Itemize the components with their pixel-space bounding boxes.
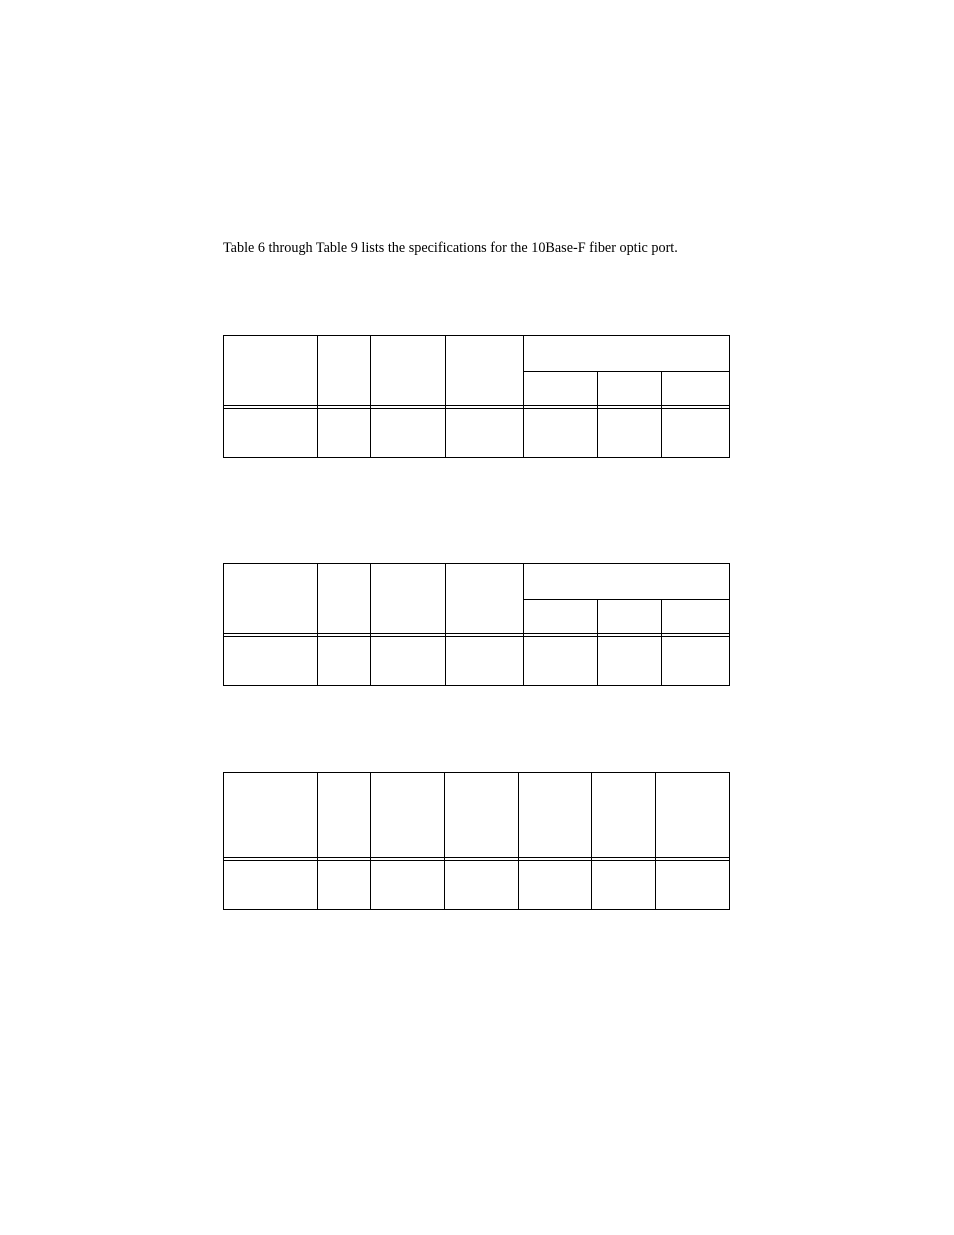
column-divider [518,773,519,909]
column-divider [655,773,656,909]
group-header-divider [523,371,729,372]
header-separator [224,860,729,861]
column-divider [445,564,446,685]
column-divider [591,773,592,909]
header-separator [224,857,729,858]
header-separator [224,405,729,406]
header-separator [224,408,729,409]
column-divider [597,371,598,457]
column-divider [523,336,524,457]
group-header-divider [523,599,729,600]
spec-table [223,563,730,686]
spec-table [223,335,730,458]
column-divider [370,336,371,457]
column-divider [445,336,446,457]
column-divider [317,564,318,685]
header-separator [224,636,729,637]
column-divider [444,773,445,909]
column-divider [370,564,371,685]
spec-table [223,772,730,910]
column-divider [317,336,318,457]
intro-paragraph: Table 6 through Table 9 lists the specifications for the 10Base-F fiber optic port. [223,240,678,256]
header-separator [224,633,729,634]
column-divider [661,599,662,685]
column-divider [523,564,524,685]
column-divider [317,773,318,909]
column-divider [661,371,662,457]
column-divider [597,599,598,685]
column-divider [370,773,371,909]
